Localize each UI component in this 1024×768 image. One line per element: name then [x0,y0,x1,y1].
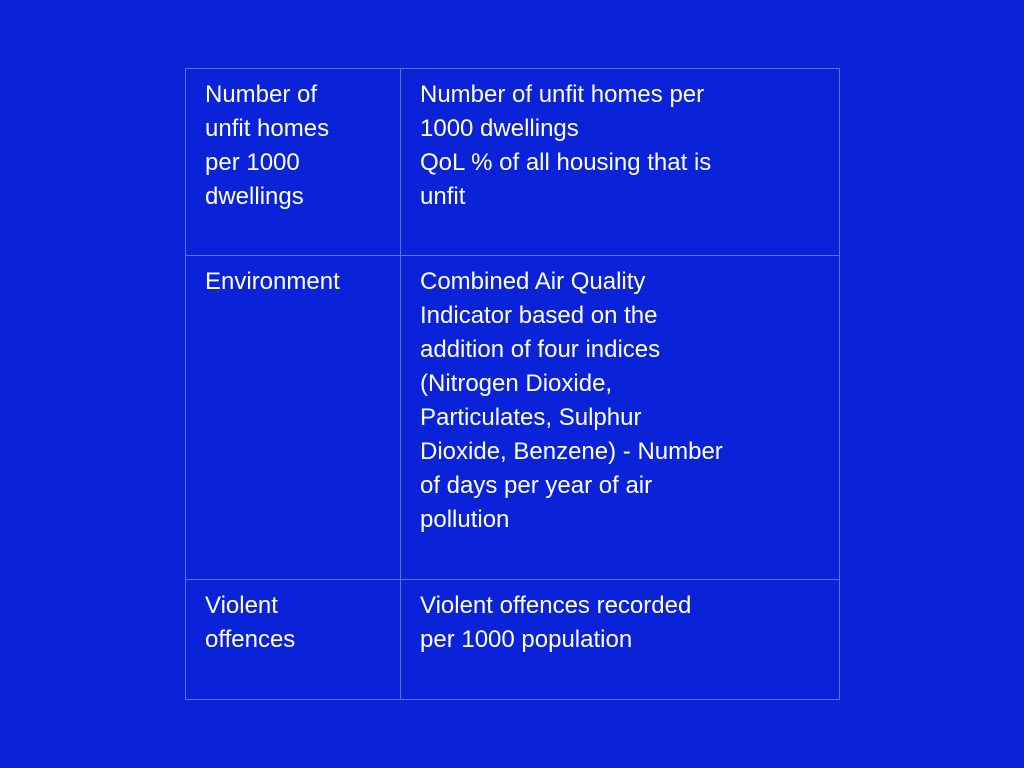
indicator-description-cell: Violent offences recorded per 1000 population [401,580,840,700]
indicator-description-cell: Number of unfit homes per 1000 dwellings QoL % of all housing that is unfit [401,69,840,256]
table-row [186,580,840,700]
indicator-name-cell: Environment [186,256,401,580]
indicator-name-cell: Violent offences [186,580,401,700]
indicator-description-cell: Combined Air Quality Indicator based on the addition of four indices (Nitrogen Dioxide, Particulates, Sulphur Dioxide, Benzene) - Number of days per year of air pollution [401,256,840,580]
table-row [186,256,840,580]
indicator-name-cell: Number of unfit homes per 1000 dwellings [186,69,401,256]
table-row [186,69,840,256]
indicator-table [185,68,840,700]
